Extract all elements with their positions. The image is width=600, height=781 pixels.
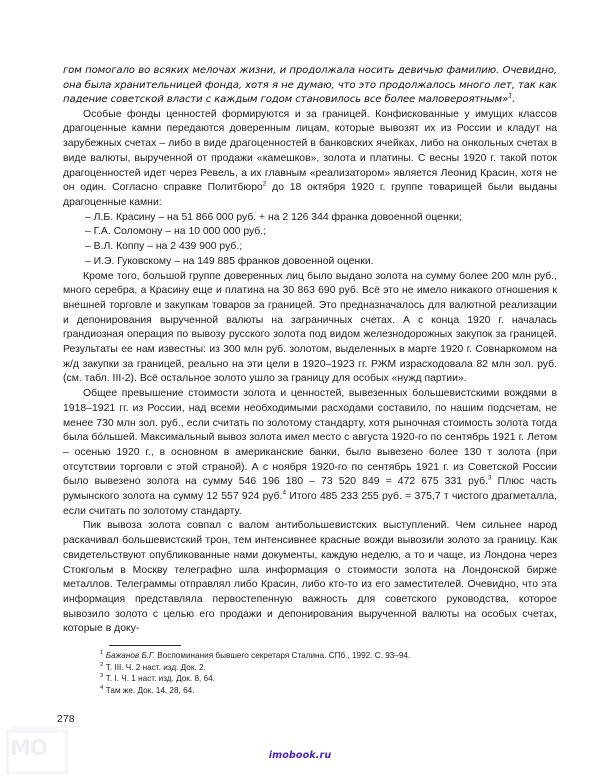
- list-item: – В.Л. Коппу – на 2 439 900 руб.;: [85, 241, 243, 253]
- footnote-number: 4: [100, 685, 104, 692]
- list-item: – Л.Б. Красину – на 51 866 000 руб. + на 2 126 344 франка довоенной оценки;: [85, 211, 462, 223]
- page-body: [63, 64, 557, 637]
- footnote-item: [63, 662, 557, 674]
- mo-logo-watermark: [2, 728, 68, 774]
- watermark-label: MO: [10, 736, 47, 760]
- footnote-text: Т. III. Ч. 2 наст. изд. Док. 2.: [105, 662, 206, 672]
- paragraph-text-tail: Итого 485 233 255 руб. = 375,7 т чистого драгметалла, если считать по золотому стандарту.: [63, 491, 557, 517]
- site-watermark-footer: imobook.ru: [268, 750, 332, 761]
- paragraph-text: гом помогало во всяких мелочах жизни, и продолжала носить девичью фамилию. Очевидно, она была хранительницей фонда, хотя я не думаю, что это продолжалось много лет, так как падение советской власти с каждым годом становилось все более маловероятным»: [63, 65, 557, 106]
- footnote-item: [63, 673, 557, 685]
- page-number: 278: [57, 714, 75, 725]
- footnote-number: 2: [100, 661, 104, 668]
- footnote-ref-1: 1: [508, 91, 513, 100]
- footnote-separator-rule: [109, 645, 181, 646]
- footnote-item: [63, 685, 557, 697]
- footnote-text: Воспоминания бывшего секретаря Сталина. СПб., 1992. С. 93–94.: [154, 651, 411, 660]
- list-item: – И.Э. Гуковскому – на 149 885 франков довоенной оценки.: [85, 255, 374, 267]
- footnote-number: 3: [100, 673, 104, 680]
- recipients-list: [63, 211, 557, 270]
- paragraph-text: Общее превышение стоимости золота и ценностей, вывезенных большевистскими вождями в 1918–1921 гг. из России, над всеми необходимыми расходами составило, по нашим подсчетам, не менее 730 млн зол. руб., если считать по золотому стандарту, хотя рыночная стоимость золота тогда была бо́льшей. Максимальный вывоз золота имел место с августа 1920-го по сентябрь 1921 г. Летом – осенью 1920 г., в основном в американские банки, было вывезено более 130 т золота (при отсутствии торговли с этой страной). А с ноября 1920-го по сентябрь 1921 г. из Советской России было вывезено золота на сумму 546 196 180 – 73 520 849 = 472 675 331 руб.: [63, 388, 557, 488]
- paragraph-text-mid: Плюс часть румынского золота на сумму 12 557 924 руб.: [63, 476, 557, 503]
- footnote-item: [63, 650, 557, 662]
- paragraph-text-tail: до 18 октября 1920 г. группе товарищей были выданы драгоценные камни:: [63, 182, 557, 208]
- paragraph-gold-issued: Кроме того, большой группе доверенных лиц было выдано золота на сумму более 200 млн руб., много серебра, а Красину еще и платина на 30 863 690 руб. Всё это не имело никакого отношения к внешней торговле и закупкам товаров за границей. Это предназначалось для валютной реализации и депонирования вырученной валюты на заграничных счетах. А с конца 1920 г. началась грандиозная операция по вывозу русского золота под видом железнодорожных закупок за границей. Результаты ее нам известны: из 300 млн руб. золотом, выделенных в марте 1920 г. Совнаркомом на ж/д закупки за границей, реально на эти цели в 1920–1923 гг. РЖМ израсходовала 82 млн зол. руб. (см. табл. III-2). Всё остальное золото ушло за границу для особых «нужд партии».: [63, 270, 557, 385]
- paragraph-quote-continuation: [63, 64, 557, 108]
- footnotes-section: [63, 645, 557, 696]
- paragraph-text: Особые фонды ценностей формируются и за границей. Конфискованные у имущих классов драгоценные камни передаются доверенным лицам, которые вывозят их из России и кладут на зарубежных счетах – либо в виде драгоценностей в банковских ячейках, либо на онкольных счетах в виде валюты, вырученной от продажи «камешков», золота и платины. С весны 1920 г. такой поток драгоценностей идет через Ревель, а их главным «реализатором» является Леонид Красин, хотя не он один. Согласно справке Политбюро: [63, 108, 557, 194]
- footnote-ref-3: 3: [488, 474, 492, 482]
- paragraph-text-tail: .: [512, 94, 516, 106]
- footnote-text: Т. I. Ч. 1 наст. изд. Док. 8, 64.: [105, 674, 215, 684]
- footnote-ref-2: 2: [262, 180, 267, 188]
- list-item: – Г.А. Соломону – на 10 000 000 руб.;: [85, 226, 267, 238]
- paragraph-total-excess: [63, 387, 557, 519]
- footnote-ref-4: 4: [282, 489, 287, 497]
- paragraph-peak-export: Пик вывоза золота совпал с валом антибольшевистских выступлений. Чем сильнее народ раскачивал большевистский трон, тем интенсивнее красные вожди вывозили золото за границу. Как свидетельствуют опубликованные нами документы, каждую неделю, а то и чаще, из Лондона через Стокгольм в Москву телеграфно шла информация о стоимости золота на Лондонской бирже металлов. Телеграммы отправлял либо Красин, либо кто-то из его заместителей. Очевидно, что эта информация представляла первостепенную важность для советского руководства, которое вывозило золото с целью его продажи и депонирования вырученной валюты на особых счетах, которые в доку-: [63, 520, 557, 635]
- footnote-number: 1: [100, 650, 104, 657]
- footnote-text: Там же. Док. 14, 28, 64.: [105, 685, 195, 695]
- footnote-author: Бажанов Б.Г.: [105, 651, 155, 660]
- paragraph-foreign-funds: [63, 108, 557, 211]
